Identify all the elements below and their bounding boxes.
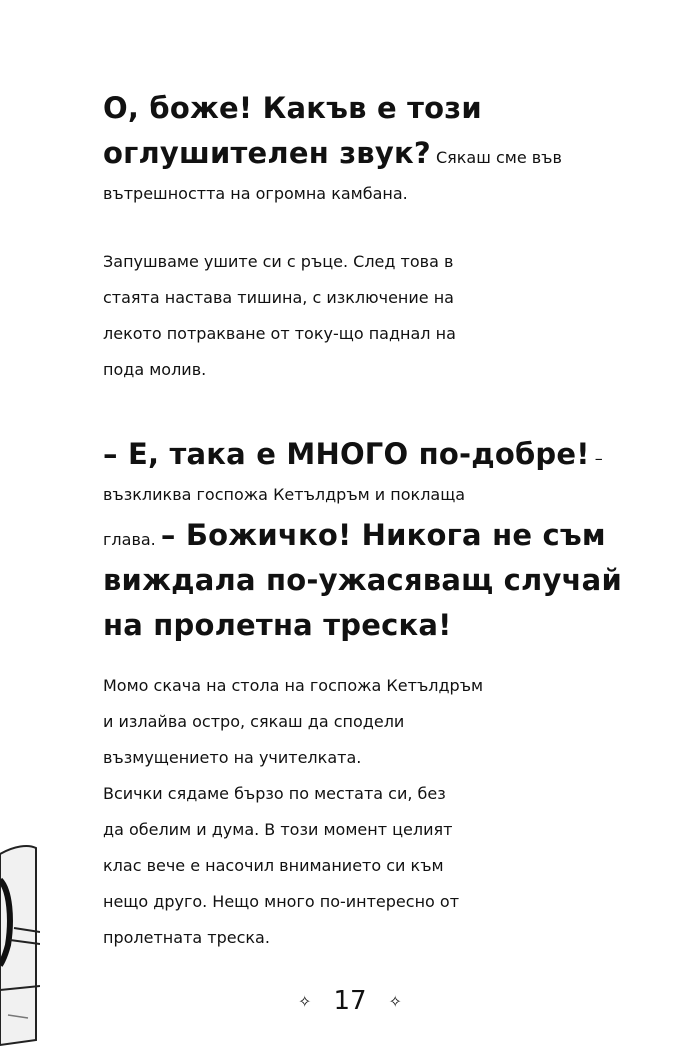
p4-line-5: да обелим и дума. В този момент целият bbox=[103, 820, 453, 839]
p3-line-3 bbox=[103, 513, 623, 558]
paragraph-2 bbox=[103, 244, 623, 388]
paragraph-1 bbox=[103, 86, 623, 212]
p2-line-4: пода молив. bbox=[103, 360, 207, 379]
p3-line-1-small: – bbox=[589, 449, 603, 468]
p1-line-2-small: Сякаш сме във bbox=[430, 148, 562, 167]
p3-line-4: виждала по-ужасяващ случай bbox=[103, 563, 622, 597]
p4-line-7: нещо друго. Нещо много по-интересно от bbox=[103, 892, 460, 911]
p1-line-1: О, боже! Какъв е този bbox=[103, 91, 482, 125]
p4-line-2: и излайва остро, сякаш да сподели bbox=[103, 712, 405, 731]
p2-line-2: стаята настава тишина, с изключение на bbox=[103, 288, 454, 307]
p4-line-4: Всички сядаме бързо по местата си, без bbox=[103, 784, 446, 803]
p3-line-2: възкликва госпожа Кетълдръм и поклаща bbox=[103, 485, 466, 504]
page-footer bbox=[0, 983, 700, 1020]
paragraph-4 bbox=[103, 668, 623, 956]
p2-line-3: лекото потракване от току-що паднал на bbox=[103, 324, 456, 343]
p4-line-3: възмущението на учителката. bbox=[103, 748, 362, 767]
p3-line-1-big: – Е, така е МНОГО по-добре! bbox=[103, 437, 590, 471]
p1-line-2 bbox=[103, 131, 623, 176]
p3-line-3-small: глава. bbox=[103, 530, 161, 549]
ornament-left-icon: ✧ bbox=[298, 991, 312, 1011]
p3-line-5: на пролетна треска! bbox=[103, 608, 452, 642]
p3-line-1 bbox=[103, 432, 623, 477]
page-number: 17 bbox=[333, 986, 367, 1016]
ornament-right-icon: ✧ bbox=[388, 991, 402, 1011]
p1-line-3: вътрешността на огромна камбана. bbox=[103, 184, 408, 203]
p2-line-1: Запушваме ушите си с ръце. След това в bbox=[103, 252, 454, 271]
p3-line-3-big: – Божичко! Никога не съм bbox=[160, 518, 606, 552]
p4-line-8: пролетната треска. bbox=[103, 928, 270, 947]
p1-line-2-big: оглушителен звук? bbox=[103, 136, 431, 170]
p4-line-6: клас вече е насочил вниманието си към bbox=[103, 856, 444, 875]
p4-line-1: Момо скача на стола на госпожа Кетълдръм bbox=[103, 676, 484, 695]
paragraph-3 bbox=[103, 432, 623, 648]
